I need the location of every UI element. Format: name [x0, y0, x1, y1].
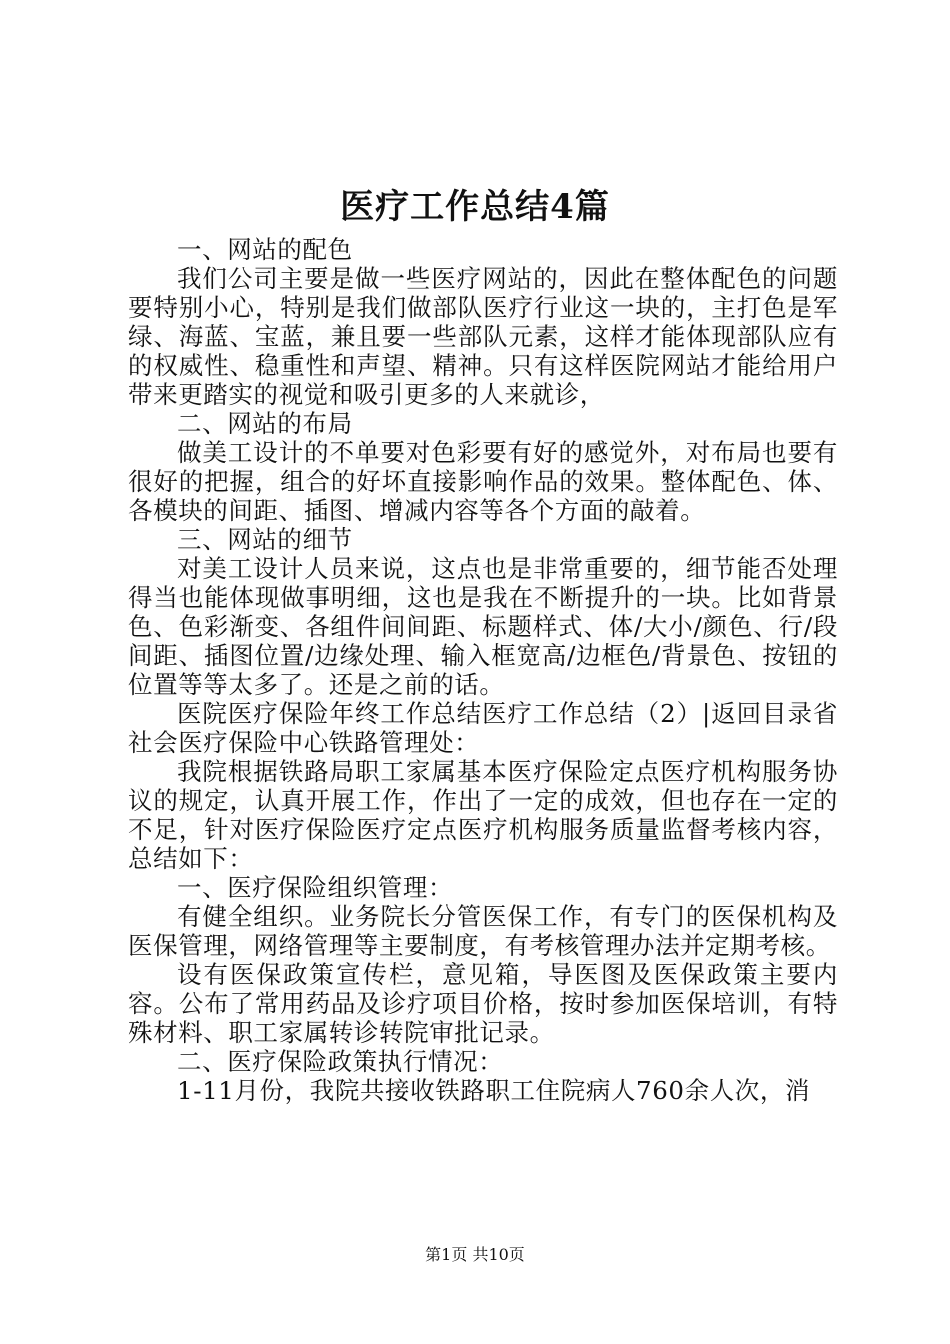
body-paragraph: 我们公司主要是做一些医疗网站的，因此在整体配色的问题要特别小心，特别是我们做部队医疗行业这一块的，主打色是军绿、海蓝、宝蓝，兼且要一些部队元素，这样才能体现部队应有的权威性、稳重性和声望、精神。只有这样医院网站才能给用户带来更踏实的视觉和吸引更多的人来就诊，	[128, 264, 838, 409]
section-heading: 一、医疗保险组织管理：	[177, 873, 454, 902]
document-title: 医疗工作总结4篇	[340, 187, 610, 227]
body-paragraph: 我院根据铁路局职工家属基本医疗保险定点医疗机构服务协议的规定，认真开展工作，作出了一定的成效，但也存在一定的不足，针对医疗保险医疗定点医疗机构服务质量监督考核内容，总结如下：	[128, 757, 838, 873]
section-heading: 二、医疗保险政策执行情况：	[177, 1047, 504, 1076]
document-body	[128, 235, 838, 1105]
body-paragraph: 1-11月份，我院共接收铁路职工住院病人760余人次，消	[177, 1076, 811, 1105]
body-paragraph: 对美工设计人员来说，这点也是非常重要的，细节能否处理得当也能体现做事明细，这也是我在不断提升的一块。比如背景色、色彩渐变、各组件间间距、标题样式、体/大小/颜色、行/段间距、插图位置/边缘处理、输入框宽高/边框色/背景色、按钮的位置等等太多了。还是之前的话。	[128, 554, 838, 699]
section-heading: 一、网站的配色	[177, 235, 353, 264]
section-heading: 二、网站的布局	[177, 409, 353, 438]
body-paragraph: 做美工设计的不单要对色彩要有好的感觉外，对布局也要有很好的把握，组合的好坏直接影响作品的效果。整体配色、体、各模块的间距、插图、增减内容等各个方面的敲着。	[128, 438, 838, 525]
page-number-footer: 第1页 共10页	[425, 1245, 525, 1264]
body-paragraph: 有健全组织。业务院长分管医保工作，有专门的医保机构及医保管理，网络管理等主要制度，有考核管理办法并定期考核。	[128, 902, 838, 960]
body-paragraph: 医院医疗保险年终工作总结医疗工作总结（2）|返回目录省社会医疗保险中心铁路管理处：	[128, 699, 838, 757]
section-heading: 三、网站的细节	[177, 525, 353, 554]
body-paragraph: 设有医保政策宣传栏，意见箱，导医图及医保政策主要内容。公布了常用药品及诊疗项目价格，按时参加医保培训，有特殊材料、职工家属转诊转院审批记录。	[128, 960, 838, 1047]
